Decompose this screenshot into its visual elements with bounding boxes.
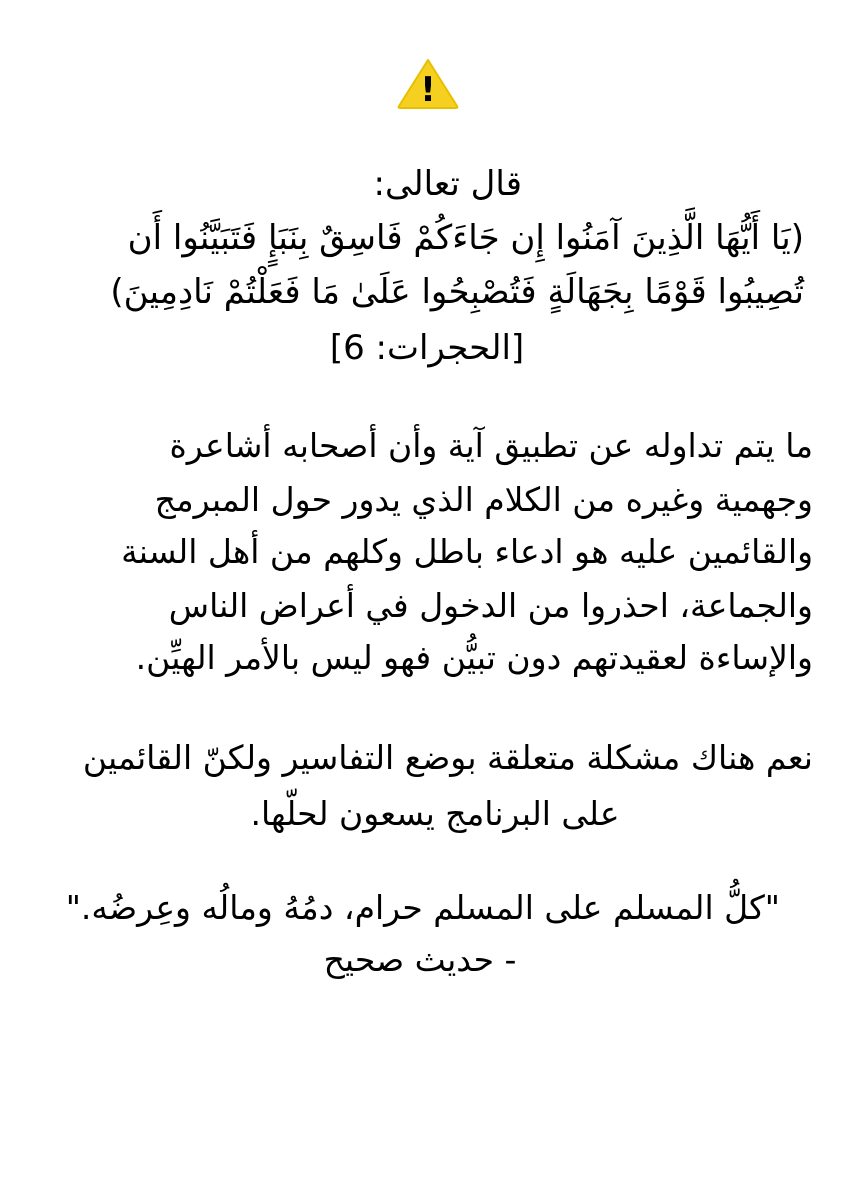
paragraph-1-line-1: ما يتم تداوله عن تطبيق آية وأن أصحابه أشاعرة	[169, 426, 813, 465]
paragraph-1-line-2: وجهمية وغيره من الكلام الذي يدور حول المبرمج	[154, 480, 813, 519]
paragraph-1-line-4: والجماعة، احذروا من الدخول في أعراض الناس	[168, 586, 813, 625]
verse-reference: [الحجرات: 6]	[329, 328, 525, 368]
verse-line-1: (يَا أَيُّهَا الَّذِينَ آمَنُوا إِن جَاءَكُمْ فَاسِقٌ بِنَبَإٍ فَتَبَيَّنُوا أَن	[127, 218, 804, 258]
warning-icon	[395, 56, 461, 110]
verse-intro: قال تعالى:	[373, 164, 522, 204]
hadith-text: "كلُّ المسلم على المسلم حرام، دمُهُ ومالُه وعِرضُه."	[65, 888, 780, 927]
paragraph-2-line-1: نعم هناك مشكلة متعلقة بوضع التفاسير ولكنّ القائمين	[82, 738, 813, 777]
paragraph-1-line-3: والقائمين عليه هو ادعاء باطل وكلهم من أهل السنة	[121, 532, 813, 571]
paragraph-2-line-2: على البرنامج يسعون لحلّها.	[250, 794, 620, 833]
verse-line-2: تُصِيبُوا قَوْمًا بِجَهَالَةٍ فَتُصْبِحُوا عَلَىٰ مَا فَعَلْتُمْ نَادِمِينَ)	[110, 272, 804, 312]
warning-mark: !	[420, 70, 436, 110]
hadith-source: - حديث صحيح	[323, 940, 517, 979]
paragraph-1-line-5: والإساءة لعقيدتهم دون تبيُّن فهو ليس بالأمر الهيِّن.	[135, 638, 813, 677]
